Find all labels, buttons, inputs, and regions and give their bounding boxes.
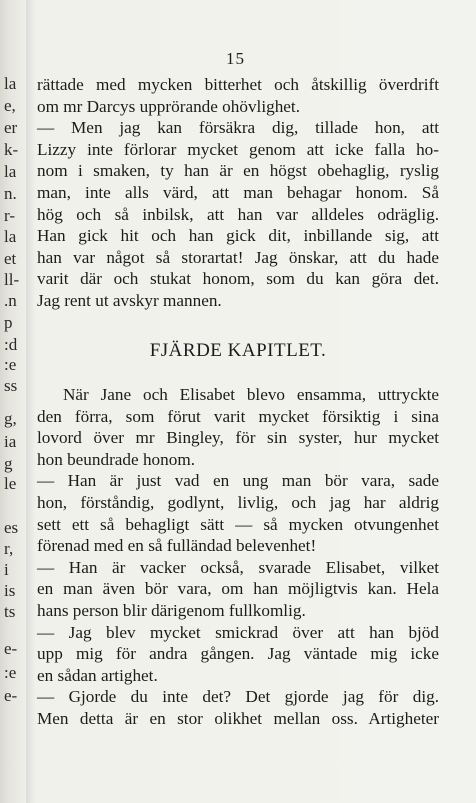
text-line: hon, förståndig, godlynt, livlig, och jag har aldrig — [37, 492, 439, 512]
margin-fragment: .n — [4, 291, 17, 310]
margin-fragment: i — [4, 560, 9, 579]
margin-fragment: e- — [4, 686, 18, 705]
margin-fragment: g — [4, 454, 13, 473]
text-line: en sådan artighet. — [37, 665, 158, 685]
text-line: Lizzy inte förlorar mycket genom att icke falla ho- — [37, 139, 439, 159]
text-line: Jag rent ut avskyr mannen. — [37, 290, 222, 310]
text-line: om mr Darcys upprörande ohövlighet. — [37, 96, 300, 116]
text-line: — Gjorde du inte det? Det gjorde jag för dig. — [37, 687, 439, 707]
margin-fragment: r, — [4, 539, 14, 558]
text-line: — Han är just vad en ung man bör vara, sade — [37, 471, 439, 491]
margin-fragment: r- — [4, 206, 15, 225]
text-line: han var något så storartat! Jag önskar, att du hade — [37, 247, 439, 267]
margin-fragment: le — [4, 474, 17, 493]
chapter-title: FJÄRDE KAPITLET. — [149, 340, 327, 361]
text-line: — Men jag kan försäkra dig, tillade hon, att — [37, 118, 439, 138]
text-line: nom i smaken, ty han är en högst obehaglig, ryslig — [37, 161, 439, 181]
text-line: hon beundrade honom. — [37, 449, 195, 469]
adjacent-page-fragments — [0, 0, 24, 803]
margin-fragment: es — [4, 518, 19, 537]
margin-fragment: :e — [4, 355, 17, 374]
text-line: förenad med en så fulländad belevenhet! — [37, 536, 317, 556]
text-line: en man även bör vara, om han möjligtvis kan. Hela — [37, 579, 439, 599]
text-line: varit där och stukat honom, som du kan göra det. — [37, 269, 439, 289]
text-line: sett ett så behagligt sätt — så mycken otvungenhet — [37, 514, 439, 534]
margin-fragment: et — [4, 249, 17, 268]
margin-fragment: n. — [4, 184, 17, 203]
text-line: — Han är vacker också, svarade Elisabet, vilket — [37, 557, 439, 577]
text-line: upp mig för andra gången. Jag väntade mig icke — [37, 644, 439, 664]
text-line: hans person blir därigenom fullkomlig. — [37, 600, 306, 620]
margin-fragment: :d — [4, 335, 18, 354]
text-line: När Jane och Elisabet blevo ensamma, uttryckte — [63, 385, 439, 404]
text-line: lovord över mr Bingley, för sin syster, hur mycket — [37, 428, 439, 448]
text-line: den förra, som förut varit mycket försiktig i sina — [37, 406, 439, 426]
margin-fragment: ts — [4, 602, 16, 621]
margin-fragment: ll- — [4, 270, 20, 289]
margin-fragment: la — [4, 162, 17, 181]
text-line: — Jag blev mycket smickrad över att han bjöd — [37, 622, 439, 642]
margin-fragment: p — [4, 313, 13, 332]
page-gutter-shadow — [26, 0, 36, 803]
text-block-before-chapter — [37, 74, 439, 312]
page-number: 15 — [226, 49, 245, 68]
margin-fragment: is — [4, 581, 16, 600]
margin-fragment: la — [4, 74, 17, 93]
text-line: hög och så inbilsk, att han var alldeles odräglig. — [37, 204, 439, 224]
text-block-after-chapter — [37, 384, 439, 730]
margin-fragment: la — [4, 227, 17, 246]
margin-fragment: er — [4, 118, 18, 137]
margin-fragment: :e — [4, 663, 17, 682]
margin-fragment: g, — [4, 409, 17, 428]
margin-fragment: e, — [4, 96, 16, 115]
text-line: Han gick hit och han gick dit, inbillande sig, att — [37, 226, 439, 246]
margin-fragment: ia — [4, 432, 17, 451]
text-line: man, inte alls värd, att man behagar honom. Så — [37, 182, 439, 202]
text-line: rättade med mycken bitterhet och åtskillig överdrift — [37, 75, 439, 94]
margin-fragment: e- — [4, 639, 18, 658]
margin-fragment: ss — [4, 376, 18, 395]
text-line: Men detta är en stor olikhet mellan oss. Artigheter — [37, 708, 439, 728]
margin-fragment: k- — [4, 140, 19, 159]
